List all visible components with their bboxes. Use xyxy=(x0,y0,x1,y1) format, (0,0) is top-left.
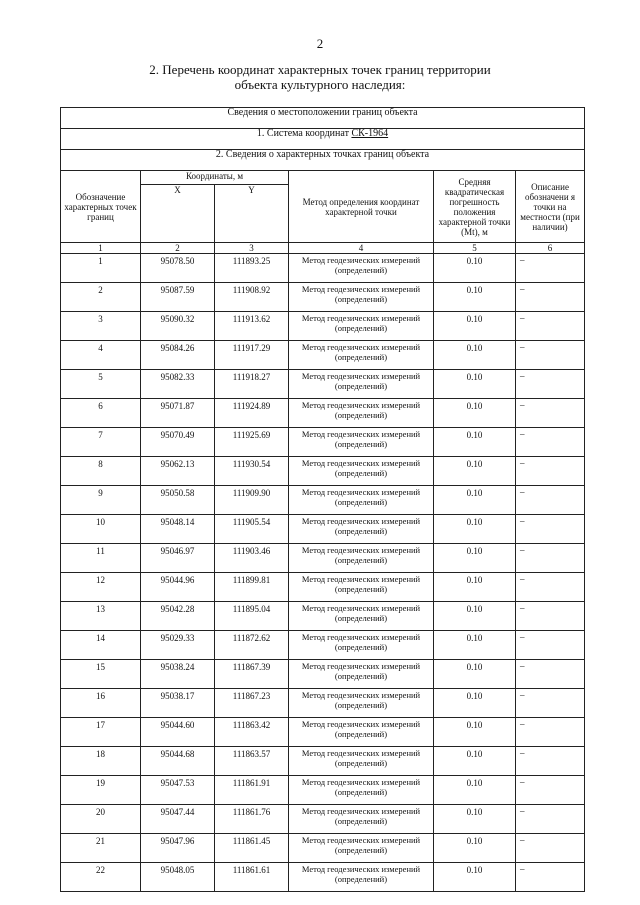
coord-x: 95084.26 xyxy=(141,341,215,370)
point-number: 15 xyxy=(61,660,141,689)
coord-y: 111863.57 xyxy=(215,747,289,776)
description-cell: – xyxy=(516,486,585,515)
coord-y: 111895.04 xyxy=(215,602,289,631)
point-number: 22 xyxy=(61,863,141,892)
coord-x: 95047.96 xyxy=(141,834,215,863)
point-number: 1 xyxy=(61,254,141,283)
coord-x: 95071.87 xyxy=(141,399,215,428)
method-cell: Метод геодезических измерений (определений) xyxy=(289,689,434,718)
coord-y: 111899.81 xyxy=(215,573,289,602)
point-number: 9 xyxy=(61,486,141,515)
coord-y: 111893.25 xyxy=(215,254,289,283)
header-x: X xyxy=(141,185,215,243)
point-number: 20 xyxy=(61,805,141,834)
error-cell: 0.10 xyxy=(434,776,516,805)
method-cell: Метод геодезических измерений (определений) xyxy=(289,544,434,573)
method-cell: Метод геодезических измерений (определений) xyxy=(289,312,434,341)
error-cell: 0.10 xyxy=(434,718,516,747)
table-row xyxy=(61,341,585,370)
method-cell: Метод геодезических измерений (определений) xyxy=(289,254,434,283)
method-cell: Метод геодезических измерений (определений) xyxy=(289,834,434,863)
method-cell: Метод геодезических измерений (определений) xyxy=(289,283,434,312)
column-index: 6 xyxy=(516,243,585,254)
point-number: 7 xyxy=(61,428,141,457)
point-number: 8 xyxy=(61,457,141,486)
description-cell: – xyxy=(516,283,585,312)
description-cell: – xyxy=(516,660,585,689)
table-row xyxy=(61,428,585,457)
header-error: Средняя квадратическая погрешность положения характерной точки (Mt), м xyxy=(434,171,516,243)
description-cell: – xyxy=(516,457,585,486)
coord-x: 95087.59 xyxy=(141,283,215,312)
boundary-coordinates-table xyxy=(60,107,585,892)
point-number: 14 xyxy=(61,631,141,660)
coord-y: 111924.89 xyxy=(215,399,289,428)
table-row xyxy=(61,573,585,602)
coord-y: 111861.76 xyxy=(215,805,289,834)
method-cell: Метод геодезических измерений (определений) xyxy=(289,573,434,602)
method-cell: Метод геодезических измерений (определений) xyxy=(289,370,434,399)
coord-y: 111917.29 xyxy=(215,341,289,370)
table-row xyxy=(61,370,585,399)
error-cell: 0.10 xyxy=(434,863,516,892)
coord-x: 95044.68 xyxy=(141,747,215,776)
error-cell: 0.10 xyxy=(434,399,516,428)
table-row xyxy=(61,602,585,631)
description-cell: – xyxy=(516,689,585,718)
column-index: 5 xyxy=(434,243,516,254)
point-number: 4 xyxy=(61,341,141,370)
description-cell: – xyxy=(516,341,585,370)
error-cell: 0.10 xyxy=(434,370,516,399)
table-row xyxy=(61,399,585,428)
coordinate-system-value: СК-1964 xyxy=(351,128,389,139)
method-cell: Метод геодезических измерений (определений) xyxy=(289,776,434,805)
table-row xyxy=(61,747,585,776)
description-cell: – xyxy=(516,805,585,834)
method-cell: Метод геодезических измерений (определений) xyxy=(289,486,434,515)
point-number: 17 xyxy=(61,718,141,747)
coord-y: 111903.46 xyxy=(215,544,289,573)
header-description: Описание обозначени я точки на местности (при наличии) xyxy=(516,171,585,243)
table-row xyxy=(61,254,585,283)
error-cell: 0.10 xyxy=(434,254,516,283)
error-cell: 0.10 xyxy=(434,486,516,515)
error-cell: 0.10 xyxy=(434,602,516,631)
coord-x: 95044.60 xyxy=(141,718,215,747)
page-number: 2 xyxy=(316,36,324,51)
coord-y: 111863.42 xyxy=(215,718,289,747)
coord-x: 95047.53 xyxy=(141,776,215,805)
header-method: Метод определения координат характерной точки xyxy=(289,171,434,243)
error-cell: 0.10 xyxy=(434,515,516,544)
method-cell: Метод геодезических измерений (определений) xyxy=(289,747,434,776)
error-cell: 0.10 xyxy=(434,747,516,776)
coord-x: 95082.33 xyxy=(141,370,215,399)
description-cell: – xyxy=(516,515,585,544)
document-title xyxy=(120,62,520,92)
method-cell: Метод геодезических измерений (определений) xyxy=(289,718,434,747)
column-index-row xyxy=(61,243,585,254)
description-cell: – xyxy=(516,254,585,283)
coord-x: 95044.96 xyxy=(141,573,215,602)
error-cell: 0.10 xyxy=(434,631,516,660)
table-row xyxy=(61,486,585,515)
method-cell: Метод геодезических измерений (определений) xyxy=(289,631,434,660)
point-number: 10 xyxy=(61,515,141,544)
coord-y: 111908.92 xyxy=(215,283,289,312)
point-number: 2 xyxy=(61,283,141,312)
coord-y: 111913.62 xyxy=(215,312,289,341)
error-cell: 0.10 xyxy=(434,544,516,573)
description-cell: – xyxy=(516,863,585,892)
coord-x: 95048.14 xyxy=(141,515,215,544)
description-cell: – xyxy=(516,834,585,863)
coord-x: 95090.32 xyxy=(141,312,215,341)
method-cell: Метод геодезических измерений (определений) xyxy=(289,805,434,834)
table-row xyxy=(61,283,585,312)
coord-x: 95050.58 xyxy=(141,486,215,515)
table-row xyxy=(61,544,585,573)
method-cell: Метод геодезических измерений (определений) xyxy=(289,428,434,457)
column-index: 4 xyxy=(289,243,434,254)
coord-y: 111867.39 xyxy=(215,660,289,689)
coord-x: 95042.28 xyxy=(141,602,215,631)
point-number: 13 xyxy=(61,602,141,631)
table-row xyxy=(61,834,585,863)
table-row xyxy=(61,776,585,805)
table-row xyxy=(61,718,585,747)
header-y: Y xyxy=(215,185,289,243)
coord-y: 111905.54 xyxy=(215,515,289,544)
description-cell: – xyxy=(516,602,585,631)
coord-x: 95070.49 xyxy=(141,428,215,457)
section-title: Сведения о местоположении границ объекта xyxy=(61,108,585,129)
point-number: 16 xyxy=(61,689,141,718)
method-cell: Метод геодезических измерений (определений) xyxy=(289,399,434,428)
table-row xyxy=(61,805,585,834)
point-number: 12 xyxy=(61,573,141,602)
coord-x: 95038.17 xyxy=(141,689,215,718)
description-cell: – xyxy=(516,776,585,805)
column-index: 3 xyxy=(215,243,289,254)
coord-x: 95046.97 xyxy=(141,544,215,573)
coord-x: 95048.05 xyxy=(141,863,215,892)
coordinate-system-row xyxy=(61,129,585,150)
description-cell: – xyxy=(516,573,585,602)
point-number: 11 xyxy=(61,544,141,573)
column-index: 2 xyxy=(141,243,215,254)
coordinate-system-label: 1. Система координат xyxy=(256,128,349,139)
table-row xyxy=(61,631,585,660)
description-cell: – xyxy=(516,544,585,573)
point-number: 3 xyxy=(61,312,141,341)
coord-y: 111930.54 xyxy=(215,457,289,486)
description-cell: – xyxy=(516,747,585,776)
coord-y: 111909.90 xyxy=(215,486,289,515)
error-cell: 0.10 xyxy=(434,457,516,486)
point-number: 6 xyxy=(61,399,141,428)
description-cell: – xyxy=(516,399,585,428)
description-cell: – xyxy=(516,370,585,399)
header-point-label: Обозначение характерных точек границ xyxy=(61,171,141,243)
coord-x: 95062.13 xyxy=(141,457,215,486)
coord-y: 111925.69 xyxy=(215,428,289,457)
method-cell: Метод геодезических измерений (определений) xyxy=(289,660,434,689)
description-cell: – xyxy=(516,631,585,660)
description-cell: – xyxy=(516,428,585,457)
coord-x: 95029.33 xyxy=(141,631,215,660)
table-row xyxy=(61,515,585,544)
point-number: 5 xyxy=(61,370,141,399)
points-info-row: 2. Сведения о характерных точках границ объекта xyxy=(61,150,585,171)
coord-y: 111918.27 xyxy=(215,370,289,399)
method-cell: Метод геодезических измерений (определений) xyxy=(289,457,434,486)
coord-x: 95047.44 xyxy=(141,805,215,834)
error-cell: 0.10 xyxy=(434,341,516,370)
coord-y: 111872.62 xyxy=(215,631,289,660)
error-cell: 0.10 xyxy=(434,428,516,457)
error-cell: 0.10 xyxy=(434,573,516,602)
coord-x: 95038.24 xyxy=(141,660,215,689)
table-row xyxy=(61,312,585,341)
error-cell: 0.10 xyxy=(434,805,516,834)
coord-y: 111861.61 xyxy=(215,863,289,892)
description-cell: – xyxy=(516,718,585,747)
method-cell: Метод геодезических измерений (определений) xyxy=(289,602,434,631)
error-cell: 0.10 xyxy=(434,834,516,863)
title-line-2: объекта культурного наследия: xyxy=(234,77,406,92)
title-line-1: 2. Перечень координат характерных точек границ территории xyxy=(149,62,491,77)
coord-y: 111867.23 xyxy=(215,689,289,718)
table-row xyxy=(61,863,585,892)
coord-y: 111861.91 xyxy=(215,776,289,805)
error-cell: 0.10 xyxy=(434,283,516,312)
method-cell: Метод геодезических измерений (определений) xyxy=(289,515,434,544)
error-cell: 0.10 xyxy=(434,689,516,718)
error-cell: 0.10 xyxy=(434,660,516,689)
header-coordinates: Координаты, м xyxy=(141,171,289,185)
description-cell: – xyxy=(516,312,585,341)
table-row xyxy=(61,457,585,486)
point-number: 21 xyxy=(61,834,141,863)
point-number: 19 xyxy=(61,776,141,805)
method-cell: Метод геодезических измерений (определений) xyxy=(289,341,434,370)
column-index: 1 xyxy=(61,243,141,254)
method-cell: Метод геодезических измерений (определений) xyxy=(289,863,434,892)
table-row xyxy=(61,689,585,718)
error-cell: 0.10 xyxy=(434,312,516,341)
coord-y: 111861.45 xyxy=(215,834,289,863)
table-row xyxy=(61,660,585,689)
point-number: 18 xyxy=(61,747,141,776)
coord-x: 95078.50 xyxy=(141,254,215,283)
